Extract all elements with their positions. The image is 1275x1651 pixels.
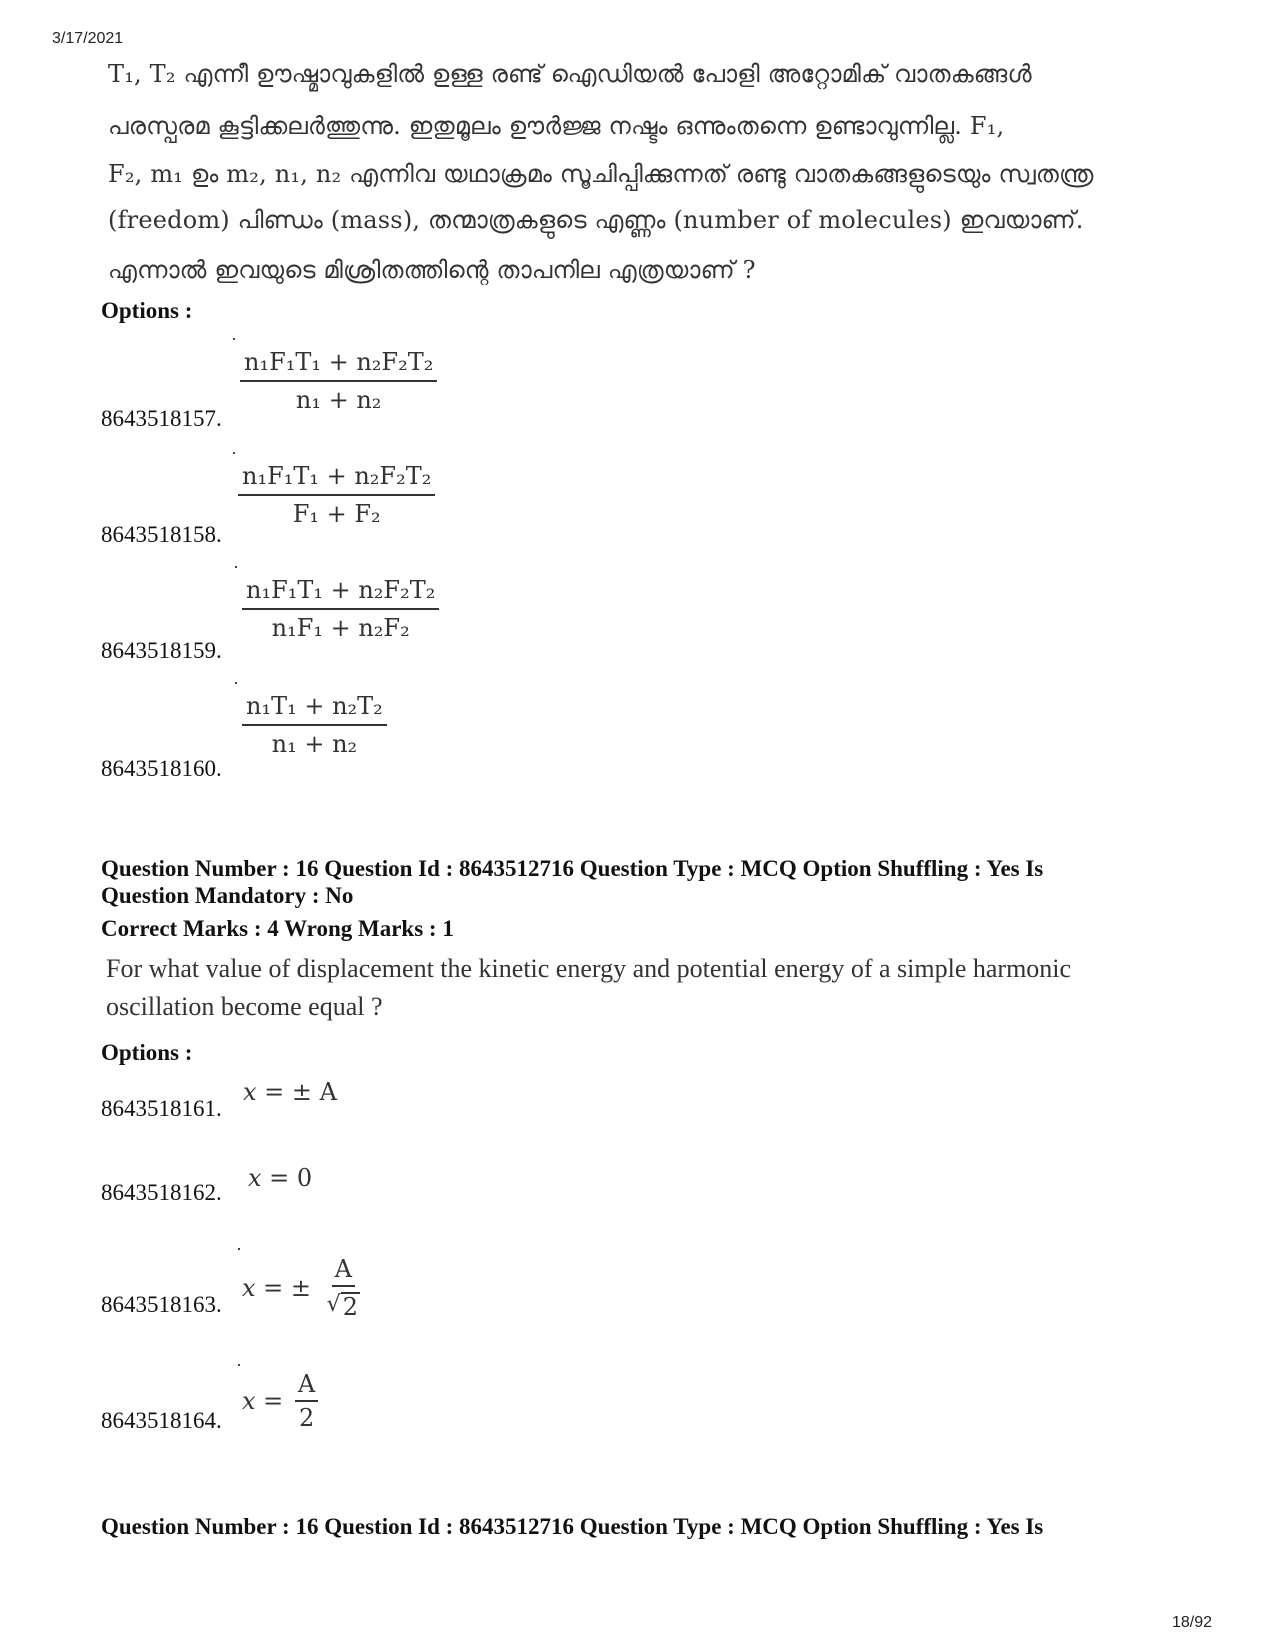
option-id: 8643518159. (101, 638, 222, 663)
radical-sign-icon: √ (326, 1292, 341, 1317)
options-label: Options : (101, 1040, 193, 1065)
option-formula (243, 1078, 337, 1106)
page-number: 18/92 (1172, 1614, 1213, 1631)
formula-rest: = 0 (261, 1164, 313, 1192)
formula-operator: = (255, 1387, 291, 1415)
option-formula (242, 576, 439, 642)
question-text-line-2: പരസ്പരമ കൂട്ടിക്കലർത്തുന്നു. ഇതുമൂലം ഊർജ്ജ നഷ്ടം ഒന്നുംതന്നെ ഉണ്ടാവുന്നില്ല. F₁, (108, 112, 1005, 140)
question-meta-line-2: Question Mandatory : No (101, 883, 354, 908)
option-id: 8643518162. (101, 1180, 222, 1205)
fraction-denominator (327, 1287, 360, 1320)
option-formula (242, 1370, 318, 1432)
fraction (295, 1370, 318, 1432)
option-id: 8643518158. (101, 522, 222, 547)
option-formula (242, 692, 387, 758)
radicand: 2 (342, 1293, 358, 1321)
option-formula (240, 348, 437, 414)
formula-rest: = ± A (256, 1078, 337, 1106)
marker-dot (233, 452, 235, 454)
option-id: 8643518164. (101, 1408, 222, 1433)
variable-x: x (242, 1387, 256, 1415)
fraction-numerator: A (332, 1255, 355, 1287)
print-date: 3/17/2021 (52, 30, 124, 47)
question-text-line-1: For what value of displacement the kinetic energy and potential energy of a simple harmonic (106, 954, 1072, 983)
option-id: 8643518161. (101, 1096, 222, 1121)
option-id: 8643518160. (101, 756, 222, 781)
formula-numerator: n₁F₁T₁ + n₂F₂T₂ (238, 462, 435, 496)
formula-denominator: F₁ + F₂ (292, 500, 381, 528)
formula-operator: = ± (255, 1273, 319, 1302)
question-text-line-3: F₂, m₁ ഉം m₂, n₁, n₂ എന്നിവ യഥാക്രമം സൂചിപ്പിക്കുന്നത് രണ്ടു വാതകങ്ങളുടെയും സ്വതന്ത്ര (108, 160, 1094, 188)
marker-dot (235, 682, 237, 684)
fraction-numerator: A (295, 1370, 318, 1402)
variable-x: x (242, 1273, 256, 1302)
question-text-line-2: oscillation become equal ? (106, 992, 383, 1021)
question-meta-line-1: Question Number : 16 Question Id : 8643512716 Question Type : MCQ Option Shuffling : Yes Is (101, 856, 1044, 881)
variable-x: x (248, 1164, 262, 1192)
formula-numerator: n₁T₁ + n₂T₂ (242, 692, 387, 726)
option-formula (248, 1164, 312, 1192)
question-marks: Correct Marks : 4 Wrong Marks : 1 (101, 916, 454, 941)
formula-denominator: n₁F₁ + n₂F₂ (271, 614, 410, 642)
marker-dot (235, 566, 237, 568)
marker-dot (233, 338, 235, 340)
fraction (327, 1255, 360, 1320)
marker-dot (238, 1364, 240, 1366)
options-label: Options : (101, 298, 193, 323)
option-id: 8643518157. (101, 406, 222, 431)
formula-numerator: n₁F₁T₁ + n₂F₂T₂ (242, 576, 439, 610)
question-text-line-5: എന്നാൽ ഇവയുടെ മിശ്രിതത്തിന്റെ താപനില എത്രയാണ് ? (108, 256, 756, 284)
fraction-denominator: 2 (298, 1404, 315, 1432)
next-question-meta: Question Number : 16 Question Id : 8643512716 Question Type : MCQ Option Shuffling : Yes Is (101, 1514, 1044, 1539)
question-text-line-4: (freedom) പിണ്ഡം (mass), തന്മാത്രകളുടെ എണ്ണം (number of molecules) ഇവയാണ്. (108, 206, 1084, 234)
marker-dot (238, 1248, 240, 1250)
option-formula (242, 1255, 360, 1320)
option-formula (238, 462, 435, 528)
formula-denominator: n₁ + n₂ (295, 386, 382, 414)
formula-numerator: n₁F₁T₁ + n₂F₂T₂ (240, 348, 437, 382)
square-root (327, 1292, 360, 1320)
formula-denominator: n₁ + n₂ (271, 730, 358, 758)
question-text-line-1: T₁, T₂ എന്നീ ഊഷ്മാവുകളിൽ ഉള്ള രണ്ട് ഐഡിയൽ പോളി അറ്റോമിക് വാതകങ്ങൾ (108, 60, 1032, 88)
variable-x: x (243, 1078, 257, 1106)
option-id: 8643518163. (101, 1292, 222, 1317)
